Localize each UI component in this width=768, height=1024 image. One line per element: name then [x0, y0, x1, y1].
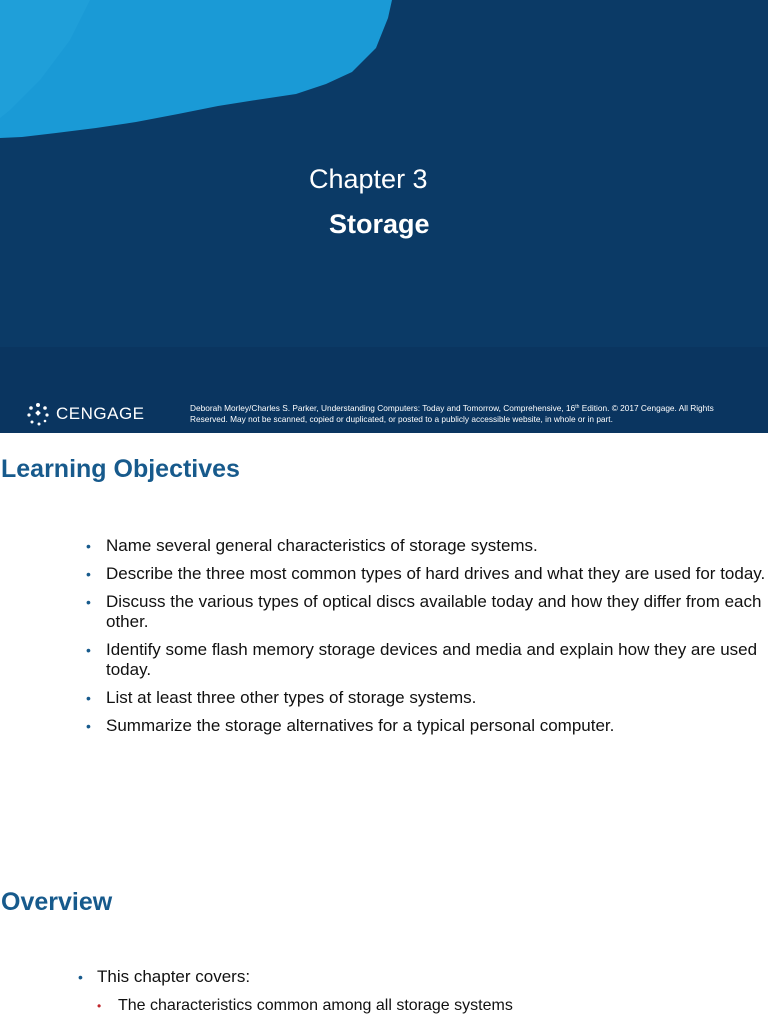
bullet-icon: •	[86, 690, 91, 706]
copyright-notice	[190, 402, 735, 425]
bullet-icon: •	[86, 538, 91, 554]
objective-text: Discuss the various types of optical discs available today and how they differ from each other.	[106, 592, 762, 631]
sub-bullet-icon: •	[97, 999, 102, 1013]
overview-heading: Overview	[1, 888, 113, 916]
copyright-superscript: th	[575, 404, 580, 410]
bullet-icon: •	[86, 718, 91, 734]
bullet-icon: •	[86, 594, 91, 610]
chapter-name: Storage	[329, 209, 430, 239]
objectives-heading: Learning Objectives	[1, 455, 240, 483]
objective-text: Name several general characteristics of storage systems.	[106, 536, 538, 555]
objective-item	[86, 564, 768, 584]
overview-item	[78, 967, 768, 1016]
overview-subitem-text: The characteristics common among all storage systems	[118, 997, 513, 1014]
bullet-icon: •	[78, 969, 83, 985]
objective-text: List at least three other types of storage systems.	[106, 688, 477, 707]
objectives-list	[86, 536, 768, 744]
cengage-logo	[26, 400, 145, 428]
objective-text: Summarize the storage alternatives for a typical personal computer.	[106, 716, 615, 735]
overview-subitem	[97, 996, 768, 1016]
title-slide	[0, 0, 768, 433]
objective-item	[86, 536, 768, 556]
cengage-logo-icon	[26, 402, 50, 426]
copyright-text-1: Deborah Morley/Charles S. Parker, Understanding Computers: Today and Tomorrow, Comprehensive, 16	[190, 403, 576, 413]
overview-text: This chapter covers:	[97, 967, 251, 986]
bullet-icon: •	[86, 566, 91, 582]
chapter-label: Chapter 3	[309, 164, 428, 194]
objective-text: Describe the three most common types of hard drives and what they are used for today.	[106, 564, 766, 583]
objective-item	[86, 640, 768, 680]
logo-text: CENGAGE	[56, 404, 145, 423]
bullet-icon: •	[86, 642, 91, 658]
objective-item	[86, 716, 768, 736]
copyright-text-2: Edition. © 2017 Cengage. All Rights Reserved. May not be scanned, copied or duplicated, or posted to a publicly accessible website, in whole or in part.	[190, 403, 714, 424]
overview-sublist	[97, 996, 768, 1016]
overview-list	[78, 967, 768, 1016]
objective-item	[86, 688, 768, 708]
objective-item	[86, 592, 768, 632]
objective-text: Identify some flash memory storage devices and media and explain how they are used today.	[106, 640, 758, 679]
